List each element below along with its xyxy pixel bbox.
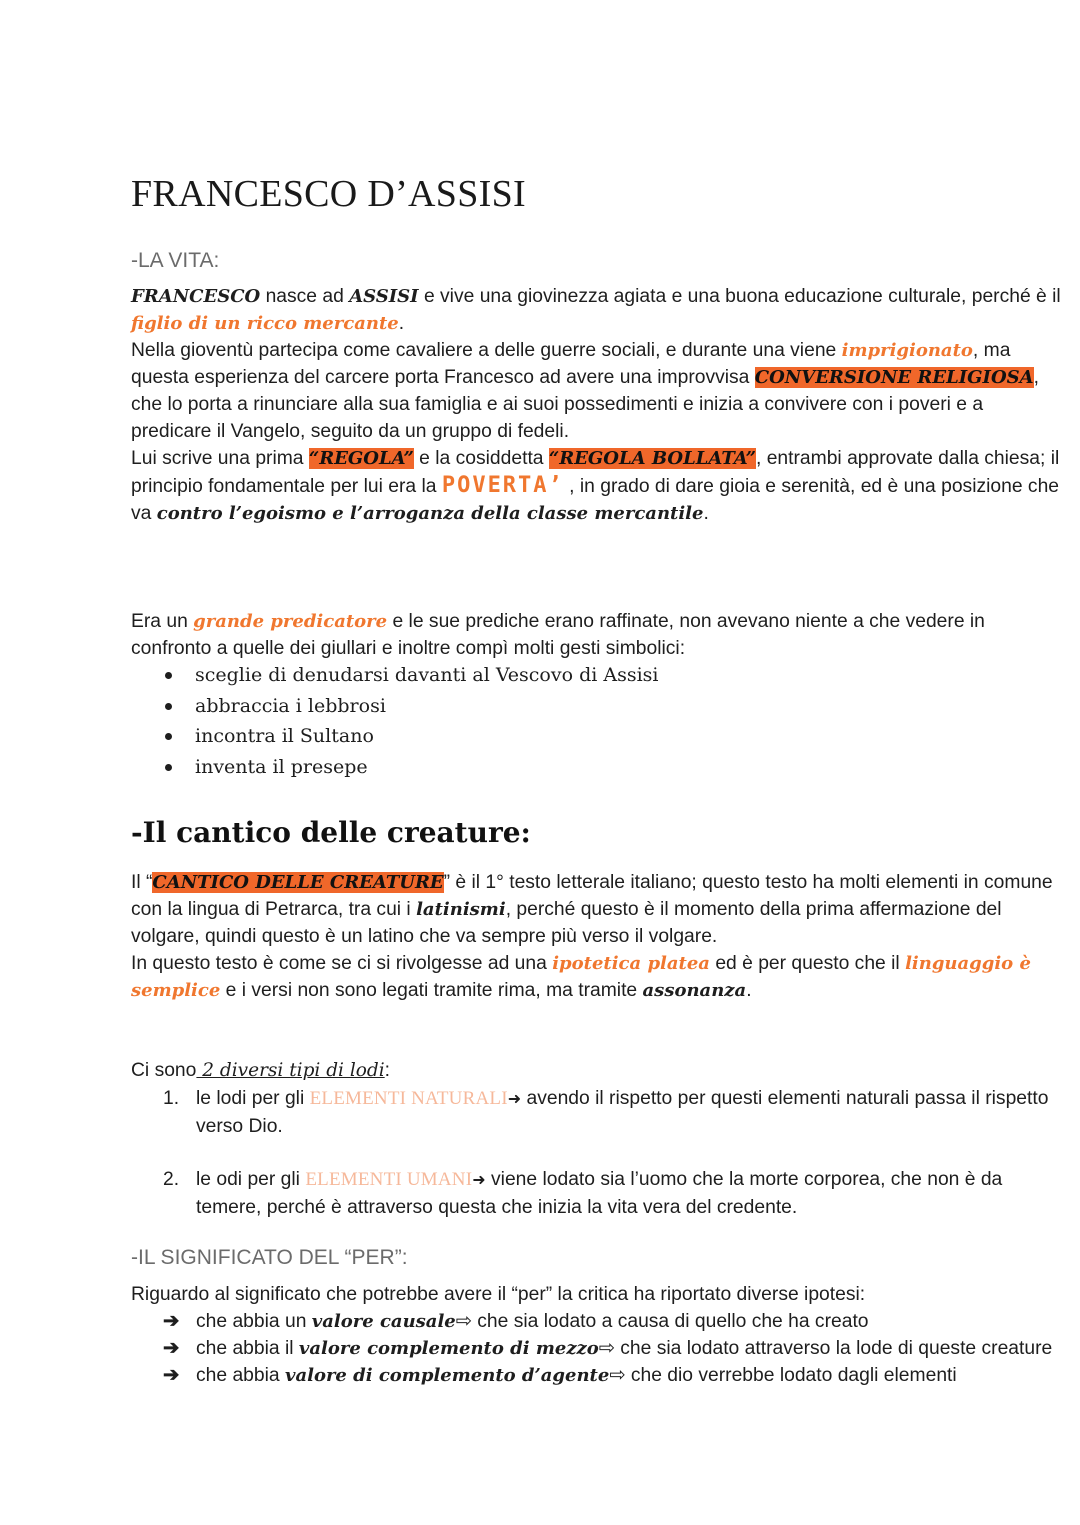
list-item (163, 1308, 1073, 1335)
highlighted-term: CANTICO DELLE CREATURE (152, 872, 444, 893)
arrow-bullet-icon: ➔ (163, 1311, 180, 1332)
bullet-icon (165, 672, 172, 679)
orange-term: ipotetica platea (552, 953, 710, 974)
section-heading-per: -IL SIGNIFICATO DEL “PER”: (131, 1246, 408, 1269)
text: ed è per questo che il (709, 953, 906, 974)
text: , ma questa esperienza del carcere porta Francesco ad avere una improvvisa (131, 340, 1011, 388)
text: . (703, 503, 709, 524)
lodi-item-1 (163, 1085, 1063, 1140)
per-intro: Riguardo al significato che potrebbe avere il “per” la critica ha riportato diverse ipotesi: (131, 1284, 866, 1305)
list-item-text: abbraccia i lebbrosi (195, 694, 386, 717)
bullet-icon (165, 733, 172, 740)
text: che sia lodato attraverso la lode di queste creature (614, 1338, 1053, 1359)
list-item (163, 660, 659, 691)
arrow-bullet-icon: ➔ (163, 1365, 180, 1386)
list-item (163, 691, 659, 722)
text: che abbia (196, 1365, 285, 1386)
orange-term: imprigionato (841, 340, 973, 361)
bold-term: valore complemento di mezzo (298, 1338, 599, 1359)
bold-term: contro l’egoismo e l’arroganza della classe mercantile (156, 503, 704, 524)
orange-term: grande predicatore (193, 611, 388, 632)
text: e la cosiddetta (413, 448, 549, 469)
text: e i versi non sono legati tramite rima, ma tramite (220, 980, 643, 1001)
bullet-icon (165, 764, 172, 771)
vita-paragraph (131, 283, 1066, 527)
list-item-text (196, 1166, 1063, 1221)
orange-term: linguaggio è semplice (131, 953, 1031, 1001)
text: e le sue prediche erano raffinate, non avevano niente a che vedere in confronto a quelle dei giullari e inoltre compì molti gesti simbolici: (131, 611, 985, 659)
text: viene lodato sia l’uomo che la morte corporea, che non è da temere, perché è attraverso questa che inizia la vita vera del credente. (196, 1169, 1003, 1218)
hollow-arrow-icon: ⇨ (455, 1311, 472, 1332)
lodi-intro (131, 1057, 1066, 1084)
text: le odi per gli (196, 1169, 306, 1190)
text: Era un (131, 611, 194, 632)
orange-term: figlio di un ricco mercante (131, 313, 399, 334)
predicatore-paragraph (131, 608, 1066, 662)
section-heading-vita: -LA VITA: (131, 249, 220, 272)
bold-term: latinismi (416, 899, 506, 920)
text: Lui scrive una prima (131, 448, 309, 469)
list-number: 2. (163, 1169, 180, 1190)
highlighted-term: “REGOLA BOLLATA” (548, 448, 756, 469)
highlighted-term: “REGOLA” (308, 448, 414, 469)
lodi-item-2 (163, 1166, 1063, 1221)
text: le lodi per gli (196, 1088, 310, 1109)
hollow-arrow-icon: ⇨ (609, 1365, 626, 1386)
page-title: FRANCESCO D’ASSISI (131, 173, 526, 215)
bold-term: valore di complemento d’agente (284, 1365, 610, 1386)
pixel-term: POVERTA’ (441, 473, 564, 498)
bold-term: valore causale (311, 1311, 456, 1332)
hollow-arrow-icon: ⇨ (598, 1338, 615, 1359)
text: che sia lodato a causa di quello che ha creato (471, 1311, 869, 1332)
highlighted-term: CONVERSIONE RELIGIOSA (754, 367, 1034, 388)
bold-term: assonanza (642, 980, 747, 1001)
text: Il “ (131, 872, 153, 893)
text: : (384, 1060, 391, 1081)
text: avendo il rispetto per questi elementi naturali passa il rispetto verso Dio. (196, 1088, 1049, 1137)
text: che abbia il (196, 1338, 299, 1359)
arrow-right-icon: ➜ (472, 1172, 486, 1189)
bold-term: ASSISI (349, 286, 419, 307)
text: . (398, 313, 405, 334)
text: e vive una giovinezza agiata e una buona educazione culturale, perché è il (418, 286, 1061, 307)
text: , che lo porta a rinunciare alla sua famiglia e ai suoi possedimenti e inizia a convivere con i poveri e a predicare il Vangelo, seguito da un gruppo di fedeli. (131, 367, 1039, 442)
outlined-term: ELEMENTI NATURALI (309, 1088, 508, 1109)
list-item-text: incontra il Sultano (195, 725, 374, 747)
text: Nella gioventù partecipa come cavaliere a delle guerre sociali, e durante una viene (131, 340, 842, 361)
list-item (163, 721, 659, 752)
text: , in grado di dare gioia e serenità, ed è una posizione che va (131, 476, 1060, 524)
per-hypotheses-list (163, 1308, 1073, 1389)
arrow-right-icon: ➜ (507, 1091, 522, 1108)
text: . (746, 980, 752, 1001)
outlined-term: ELEMENTI UMANI (305, 1169, 473, 1190)
section-heading-cantico: -Il cantico delle creature: (131, 816, 531, 849)
text: che abbia un (196, 1311, 312, 1332)
list-item-text (196, 1085, 1063, 1140)
list-item (163, 1335, 1073, 1362)
underlined-term: 2 diversi tipi di lodi (196, 1060, 385, 1081)
text: , perché questo è il momento della prima affermazione del volgare, quindi questo è un latino che va sempre più verso il volgare. (131, 899, 1002, 947)
bullet-icon (165, 703, 172, 710)
list-item-text: sceglie di denudarsi davanti al Vescovo di Assisi (195, 664, 659, 686)
list-number: 1. (163, 1088, 180, 1109)
bold-term: FRANCESCO (131, 286, 261, 307)
arrow-bullet-icon: ➔ (163, 1338, 180, 1359)
text: ” è il 1° testo letterale italiano; questo testo ha molti elementi in comune con la lingua di Petrarca, tra cui i (131, 872, 1053, 920)
list-item-text: inventa il presepe (195, 755, 368, 778)
text: nasce ad (260, 286, 350, 307)
text: che dio verrebbe lodato dagli elementi (625, 1365, 957, 1386)
text: Ci sono (131, 1060, 197, 1081)
text: , entrambi approvate dalla chiesa; il principio fondamentale per lui era la (131, 448, 1060, 497)
text: In questo testo è come se ci si rivolgesse ad una (131, 953, 553, 974)
cantico-paragraph (131, 869, 1066, 1004)
list-item (163, 752, 659, 783)
gestures-list (163, 660, 659, 782)
list-item (163, 1362, 1073, 1389)
